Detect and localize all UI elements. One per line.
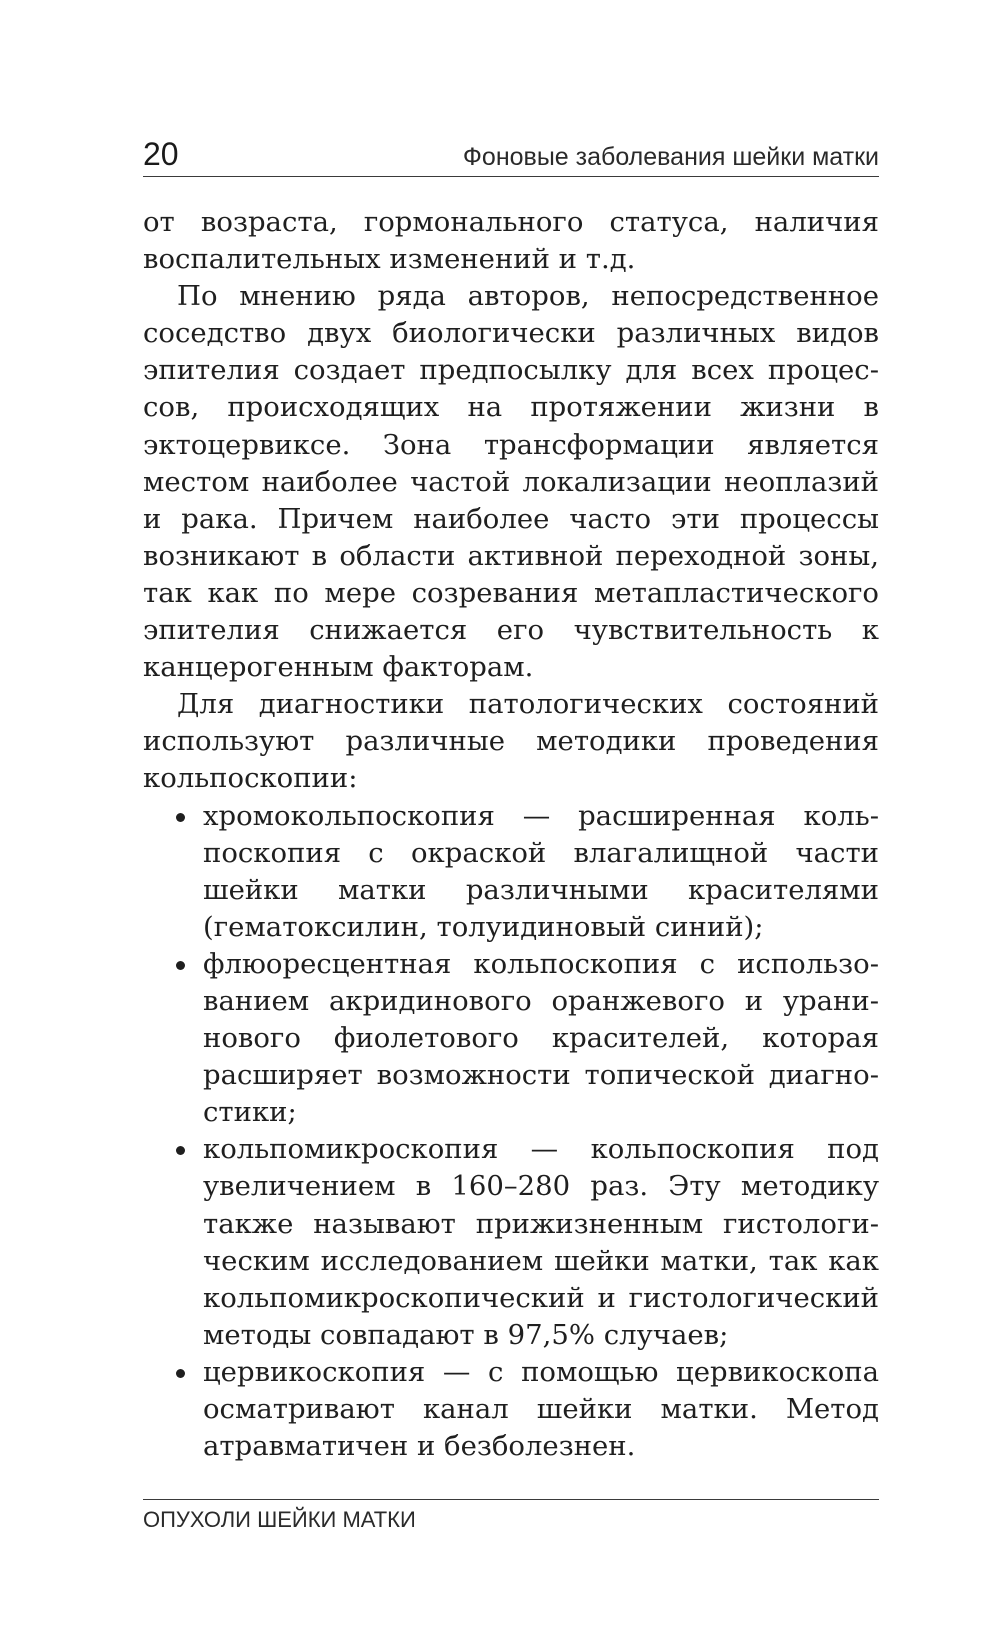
paragraph: Для диагностики патологических состояний используют различные методики проведения кольпоскопии: bbox=[143, 688, 879, 795]
bullet-icon bbox=[176, 813, 185, 822]
list-item bbox=[143, 1354, 879, 1465]
bullet-icon bbox=[176, 1369, 185, 1378]
list-item-text: кольпомикроскопия — кольпоскопия под увеличением в 160–280 раз. Эту методику также называют прижизненным гистологическим исследованием шейки матки, так как кольпомикроскопический и гистологический методы совпадают в 97,5% случаев; bbox=[203, 1133, 879, 1351]
book-section-title: ОПУХОЛИ ШЕЙКИ МАТКИ bbox=[143, 1507, 416, 1532]
list-item bbox=[143, 798, 879, 946]
paragraph: По мнению ряда авторов, непосредственное соседство двух биологически различных видов эпителия создает предпосылку для всех процессов, происходящих на протяжении жизни в эктоцервиксе. Зона трансформации является местом наиболее частой локализации неоплазий и рака. Причем наиболее часто эти процессы возникают в области активной переходной зоны, так как по мере созревания метапластического эпителия снижается его чувствительность к канцерогенным факторам. bbox=[143, 280, 879, 684]
book-page bbox=[143, 0, 879, 1651]
running-footer bbox=[143, 1499, 879, 1534]
methods-list bbox=[143, 798, 879, 1466]
list-item-text: цервикоскопия — с помощью цервикоскопа осматривают канал шейки матки. Метод атравматичен и безболезнен. bbox=[203, 1355, 879, 1463]
running-header bbox=[143, 134, 879, 177]
list-item bbox=[143, 1131, 879, 1354]
list-item-text: хромокольпоскопия — расширенная кольпоскопия с окраской влагалищной части шейки матки различными красителями (гематоксилин, толуидиновый синий); bbox=[203, 799, 879, 943]
list-item-text: флюоресцентная кольпоскопия с использованием акридинового оранжевого и уранинового фиолетового красителей, которая расширяет возможности топической диагностики; bbox=[203, 947, 879, 1129]
bullet-icon bbox=[176, 961, 185, 970]
page-number: 20 bbox=[143, 136, 179, 172]
body-text bbox=[143, 204, 879, 1465]
list-item bbox=[143, 946, 879, 1131]
paragraph-continuation: от возраста, гормонального статуса, наличия воспалительных изменений и т.д. bbox=[143, 206, 879, 276]
chapter-title: Фоновые заболевания шейки матки bbox=[462, 143, 879, 171]
bullet-icon bbox=[176, 1146, 185, 1155]
